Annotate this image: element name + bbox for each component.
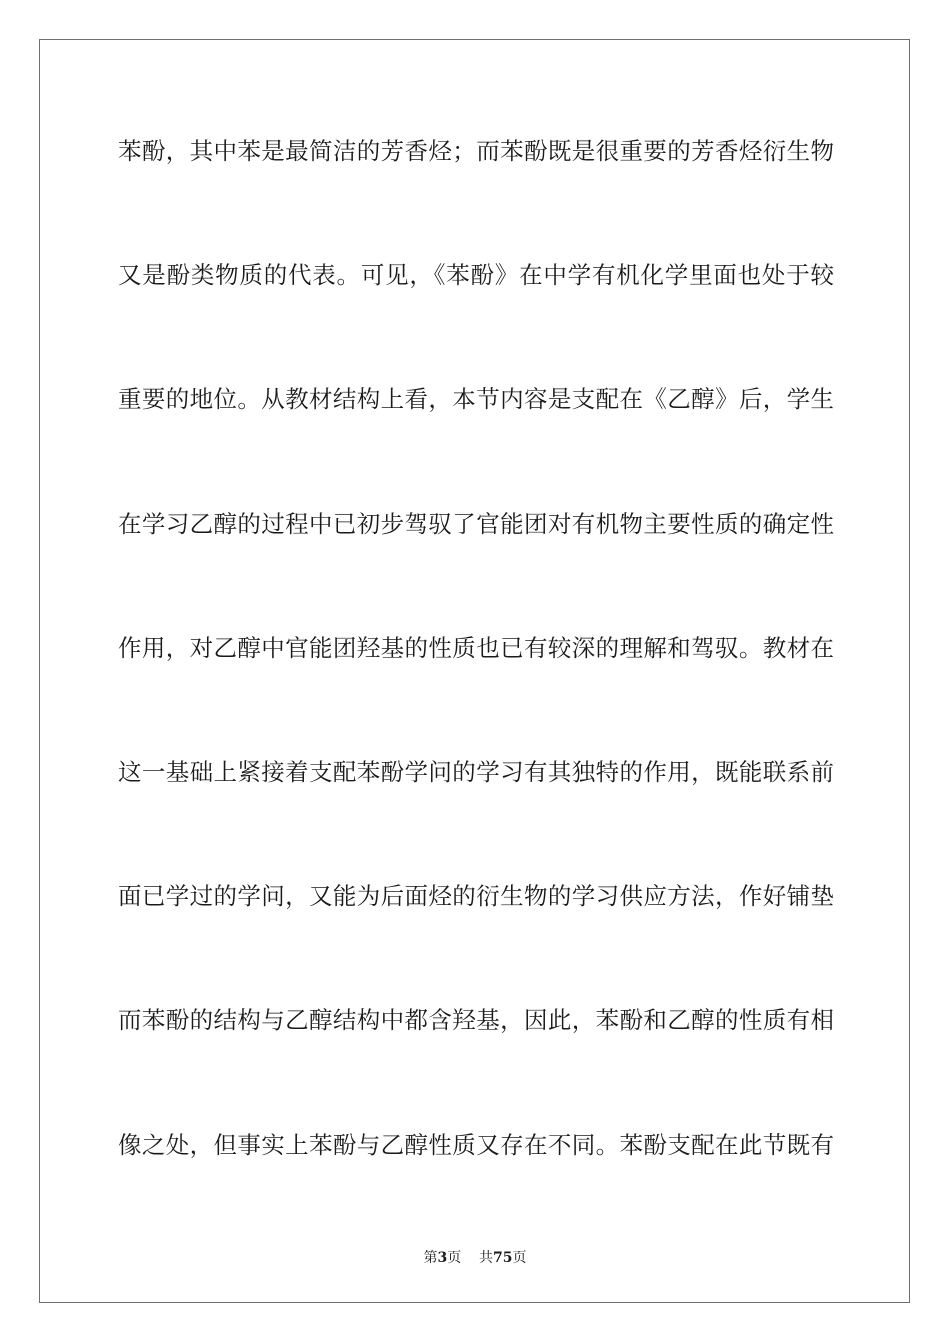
text-line: 像之处，但事实上苯酚与乙醇性质又存在不同。苯酚支配在此节既有 bbox=[118, 1131, 834, 1159]
text-line: 这一基础上紧接着支配苯酚学问的学习有其独特的作用，既能联系前 bbox=[118, 758, 834, 786]
text-line: 苯酚，其中苯是最简洁的芳香烃；而苯酚既是很重要的芳香烃衍生物 bbox=[118, 137, 834, 165]
page-number: 3 bbox=[437, 1250, 448, 1266]
total-suffix: 页 bbox=[512, 1250, 527, 1266]
text-line: 在学习乙醇的过程中已初步驾驭了官能团对有机物主要性质的确定性 bbox=[118, 510, 834, 538]
total-pages: 75 bbox=[493, 1250, 513, 1266]
text-line: 又是酚类物质的代表。可见，《苯酚》在中学有机化学里面也处于较 bbox=[118, 261, 834, 289]
text-line: 面已学过的学问，又能为后面烃的衍生物的学习供应方法，作好铺垫 bbox=[118, 882, 834, 910]
page-border bbox=[39, 39, 910, 1303]
total-prefix: 共 bbox=[479, 1250, 494, 1266]
text-line: 重要的地位。从教材结构上看，本节内容是支配在《乙醇》后，学生 bbox=[118, 385, 834, 413]
text-line: 作用，对乙醇中官能团羟基的性质也已有较深的理解和驾驭。教材在 bbox=[118, 634, 834, 662]
page-suffix: 页 bbox=[447, 1250, 462, 1266]
page-footer bbox=[0, 1246, 950, 1270]
page-prefix: 第 bbox=[423, 1250, 438, 1266]
text-line: 而苯酚的结构与乙醇结构中都含羟基，因此，苯酚和乙醇的性质有相 bbox=[118, 1006, 834, 1034]
